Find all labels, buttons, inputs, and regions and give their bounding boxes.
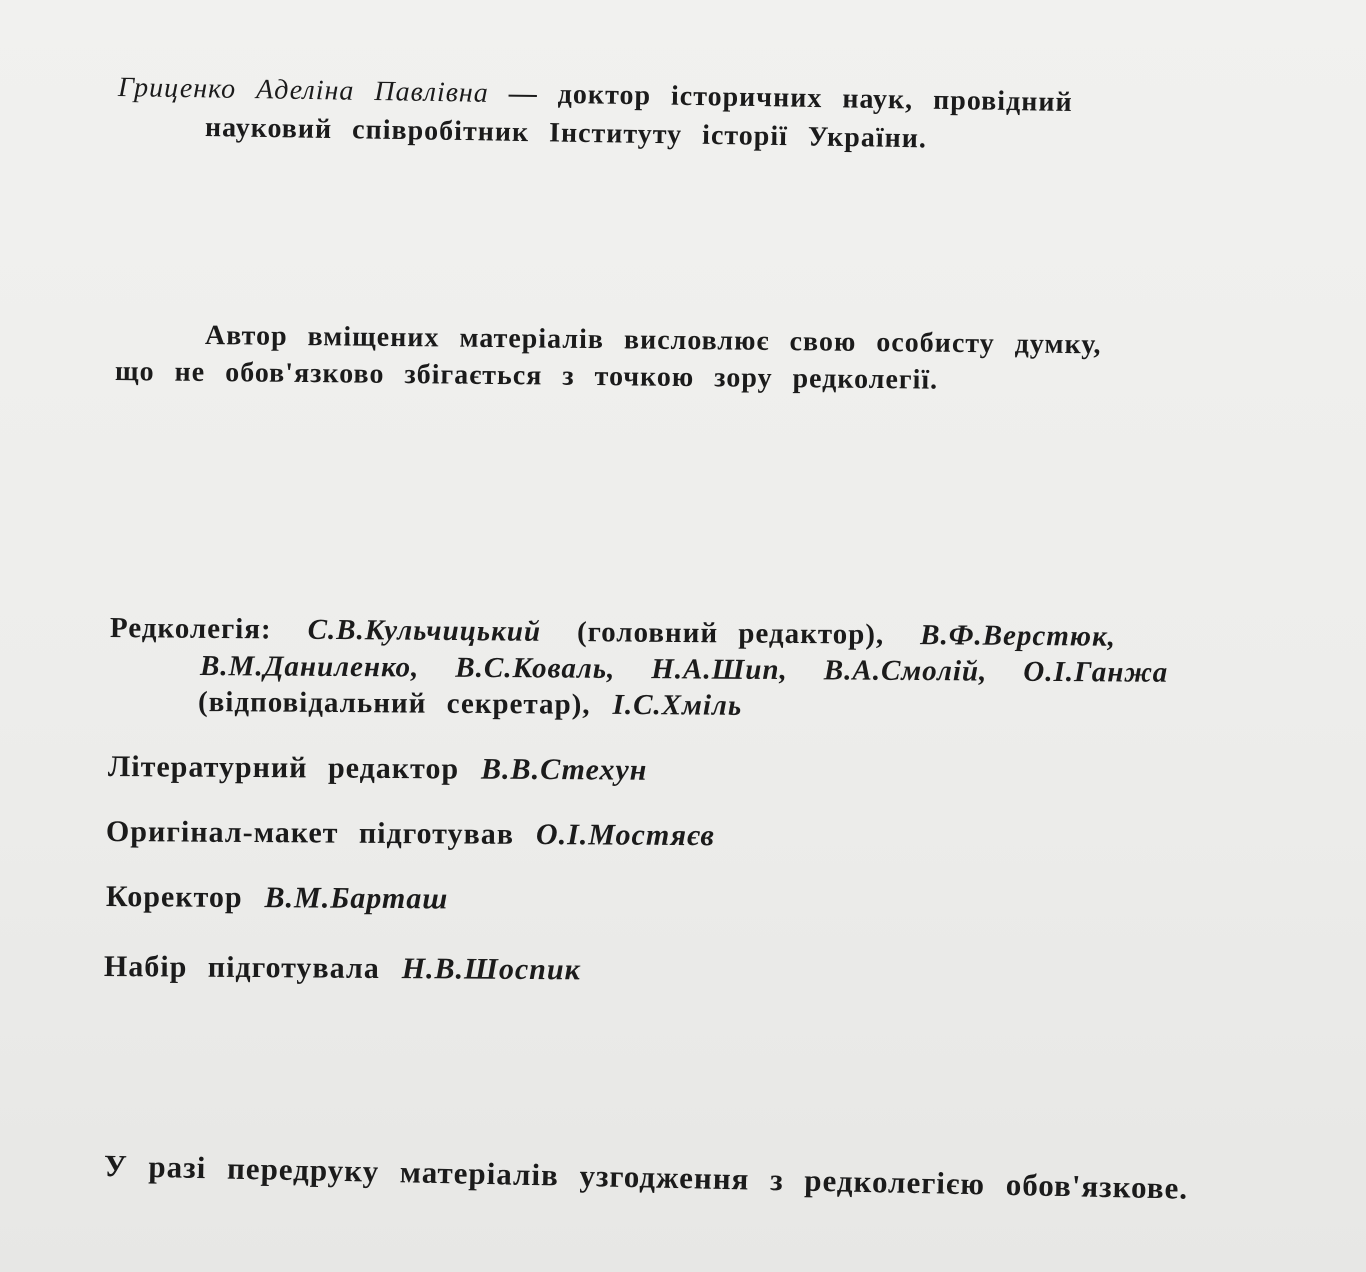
disclaimer-line-2: що не обов'язково збігається з точкою зору редколегії. [114, 356, 939, 396]
secretary-role: (відповідальний секретар), [197, 686, 591, 721]
board-member-smolii: В.А.Смолій, [823, 654, 988, 688]
secretary-name: О.І.Ганжа [1023, 655, 1169, 689]
literary-editor-label: Літературний редактор [107, 750, 460, 786]
chief-editor-role: (головний редактор), [576, 616, 885, 651]
chief-editor-name: С.В.Кульчицький [307, 613, 542, 648]
layout-prepared-label: Оригінал-макет підготував [105, 815, 515, 851]
editorial-board-line-2 [200, 650, 1168, 690]
layout-prepared-name: О.І.Мостяєв [535, 818, 716, 853]
board-member-khmil: І.С.Хміль [612, 688, 743, 722]
literary-editor-line [108, 750, 648, 788]
proofreader-name: В.М.Барташ [264, 881, 449, 916]
board-member-danylenko: В.М.Даниленко, [199, 650, 420, 684]
typesetting-label: Набір підготувала [103, 950, 380, 985]
board-member-verstiuk: В.Ф.Верстюк, [920, 619, 1117, 653]
editorial-board-label: Редколегія: [109, 612, 272, 646]
author-title-start: — доктор історичних наук, провідний [508, 78, 1073, 118]
disclaimer-line-1: Автор вміщених матеріалів висловлює свою особисту думку, [204, 320, 1102, 361]
board-member-koval: В.С.Коваль, [455, 651, 616, 685]
board-member-shyp: Н.А.Шип, [651, 653, 788, 687]
literary-editor-name: В.В.Стехун [481, 752, 648, 787]
editorial-board-line-3 [198, 686, 742, 723]
typesetting-name: Н.В.Шоспик [401, 952, 581, 987]
reprint-notice: У разі передруку матеріалів узгодження з редколегією обов'язкове. [103, 1148, 1189, 1206]
author-name: Гриценко Аделіна Павлівна [117, 72, 490, 109]
typesetting-line [104, 950, 581, 987]
layout-prepared-line [106, 815, 715, 853]
proofreader-label: Коректор [105, 880, 243, 914]
editorial-board-line-1 [110, 612, 1116, 654]
author-line-2: науковий співробітник Інституту історії України. [204, 112, 928, 155]
proofreader-line [106, 880, 448, 916]
